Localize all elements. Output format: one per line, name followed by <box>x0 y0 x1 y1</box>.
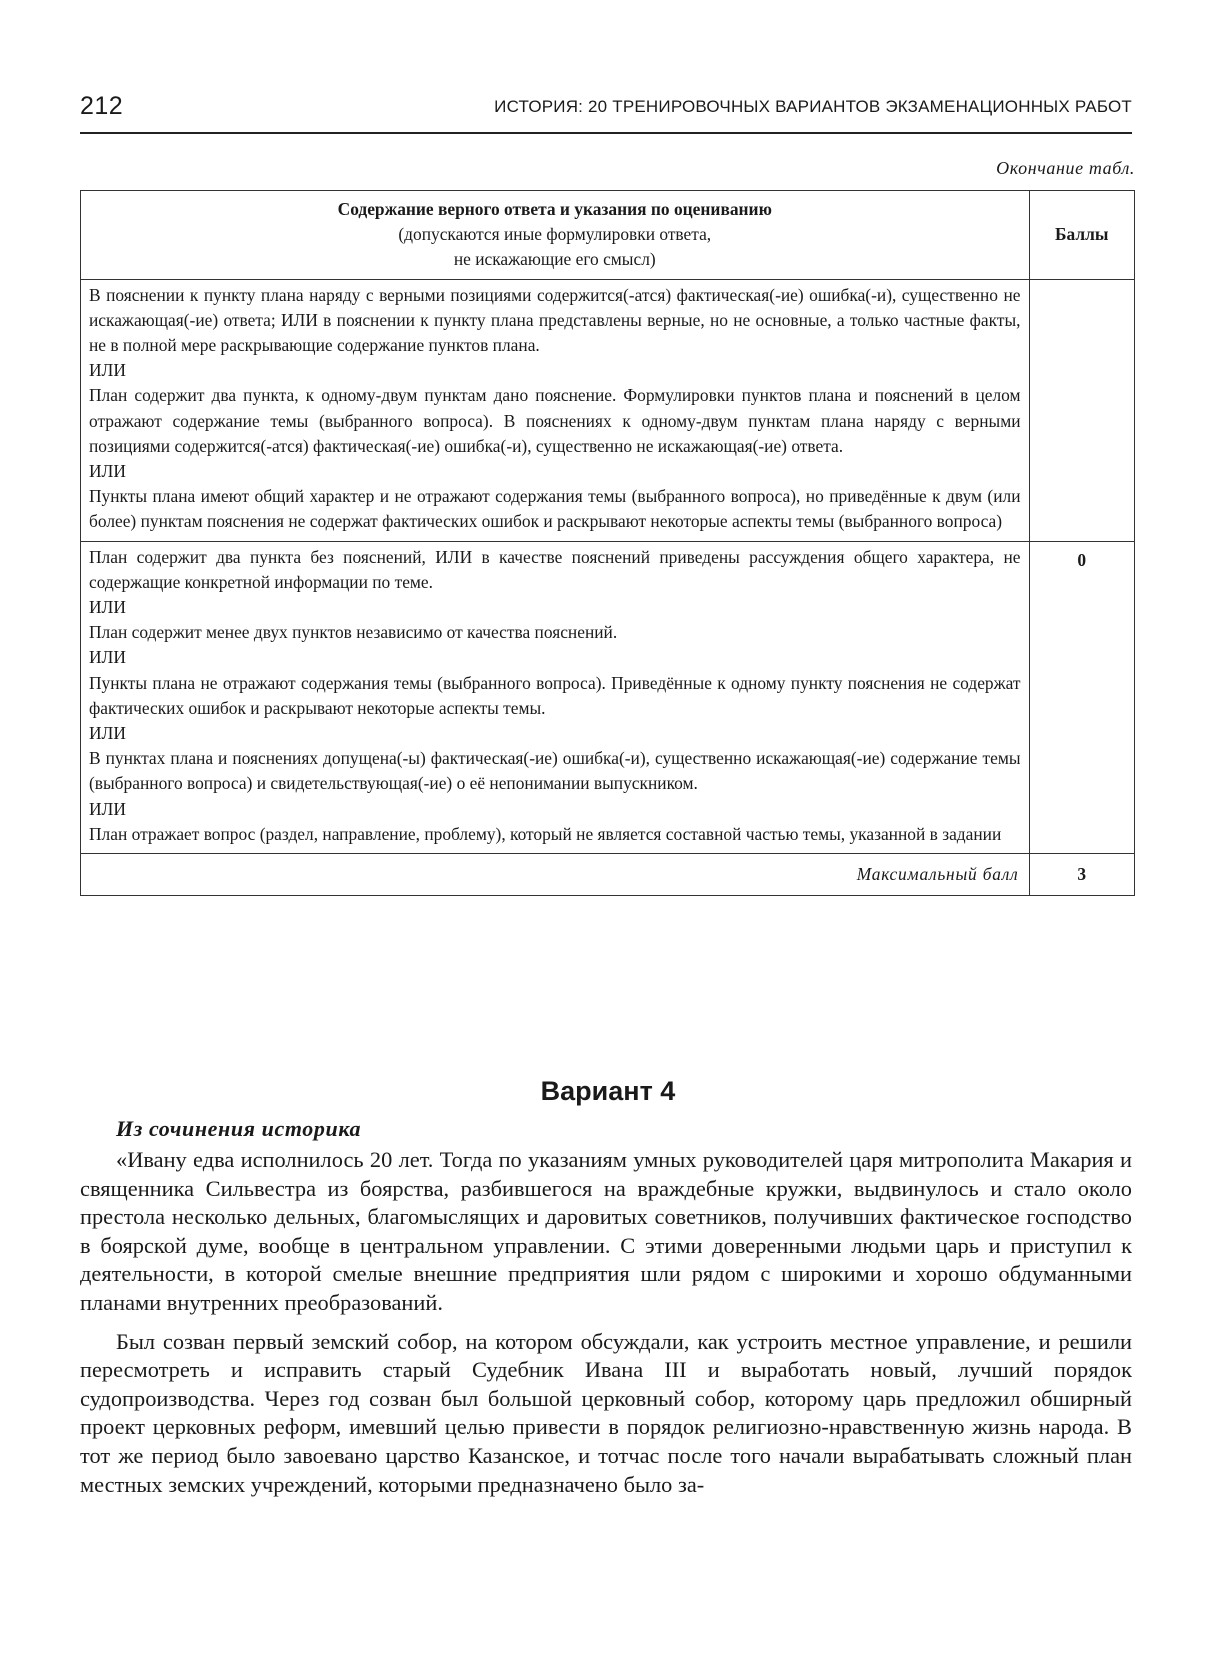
source-heading: Из сочинения историка <box>116 1116 362 1141</box>
max-score-label: Максимальный балл <box>81 854 1030 896</box>
or-separator: ИЛИ <box>89 597 126 618</box>
criteria-text: В пояснении к пункту плана наряду с верными позициями содержится(-атся) фактическая(-ие) ошибка(-и), существенно не искажающая(-ие) ответа; ИЛИ в пояснении к пункту плана представлены верные, но не основные, а только частные факты, не в полной мере раскрывающие содержание пунктов плана. <box>89 284 1021 356</box>
criteria-text: В пунктах плана и пояснениях допущена(-ы) фактическая(-ие) ошибка(-и), существенно искажающая(-ие) содержание темы (выбранного вопроса) и свидетельствующая(-ие) о её непонимании выпускником. <box>89 748 1021 794</box>
or-separator: ИЛИ <box>89 647 126 668</box>
grading-table <box>80 190 1135 896</box>
criteria-column-header <box>81 191 1030 280</box>
criteria-header-line1: Содержание верного ответа и указания по оцениванию <box>337 199 772 219</box>
criteria-text: План отражает вопрос (раздел, направление, проблему), который не является составной частью темы, указанной в задании <box>89 823 1002 844</box>
table-row <box>81 541 1135 853</box>
criteria-cell <box>81 541 1030 853</box>
points-cell <box>1029 279 1134 541</box>
paragraph: Был созван первый земский собор, на котором обсуждали, как устроить местное управление, и решили пересмотреть и исправить старый Судебник Ивана III и выработать новый, лучший порядок судопроизводства. Через год созван был большой церковный собор, которому царь предложил обширный проект церковных реформ, имевший целью привести в порядок религиозно-нравственную жизнь народа. В тот же период было завоевано царство Казанское, и тотчас после того начали вырабатывать сложный план местных земских учреждений, которыми предназначено было за- <box>80 1328 1132 1497</box>
page-number: 212 <box>80 92 124 120</box>
table-header-row <box>81 191 1135 280</box>
criteria-cell <box>81 279 1030 541</box>
criteria-header-line3: не искажающие его смысл) <box>453 249 656 270</box>
max-score-row <box>81 854 1135 896</box>
running-title: ИСТОРИЯ: 20 ТРЕНИРОВОЧНЫХ ВАРИАНТОВ ЭКЗАМЕНАЦИОННЫХ РАБОТ <box>494 97 1132 116</box>
page-header <box>80 92 1132 134</box>
table-continuation-note: Окончание табл. <box>996 158 1135 178</box>
criteria-text: План содержит два пункта, к одному-двум пунктам дано пояснение. Формулировки пунктов плана и пояснений в целом отражают содержание темы (выбранного вопроса). В пояснениях к одному-двум пунктам плана наряду с верными позициями содержится(-атся) фактическая(-ие) ошибка(-и), существенно не искажающая(-ие) ответа. <box>89 385 1021 456</box>
or-separator: ИЛИ <box>89 798 126 819</box>
paragraph: «Ивану едва исполнилось 20 лет. Тогда по указаниям умных руководителей царя митрополита Макария и священника Сильвестра из боярства, разбившегося на враждебные кружки, выдвинулось и стало около престола несколько дельных, благомыслящих и даровитых советников, получивших фактическое господство в боярской думе, вообще в центральном управлении. С этими доверенными людьми царь и приступил к деятельности, в которой смелые внешние предприятия шли рядом с широкими и хорошо обдуманными планами внутренних преобразований. <box>80 1147 1132 1315</box>
or-separator: ИЛИ <box>89 360 126 381</box>
or-separator: ИЛИ <box>89 723 126 744</box>
variant-title: Вариант 4 <box>540 1076 676 1106</box>
criteria-text: План содержит менее двух пунктов независимо от качества пояснений. <box>89 622 618 643</box>
criteria-text: Пункты плана имеют общий характер и не отражают содержания темы (выбранного вопроса), но приведённые к двум (или более) пунктам пояснения не содержат фактических ошибок и раскрывают некоторые аспекты темы (выбранного вопроса) <box>89 486 1021 532</box>
criteria-header-line2: (допускаются иные формулировки ответа, <box>398 224 712 245</box>
max-score-value: 3 <box>1029 854 1134 896</box>
table-row <box>81 279 1135 541</box>
criteria-text: План содержит два пункта без пояснений, ИЛИ в качестве пояснений приведены рассуждения общего характера, не содержащие конкретной информации по теме. <box>89 546 1021 592</box>
points-cell: 0 <box>1029 541 1134 853</box>
criteria-text: Пункты плана не отражают содержания темы (выбранного вопроса). Приведённые к одному пункту пояснения не содержат фактических ошибок и раскрывают некоторые аспекты темы. <box>89 672 1021 718</box>
or-separator: ИЛИ <box>89 461 126 482</box>
points-column-header: Баллы <box>1029 191 1134 280</box>
source-text <box>80 1146 1132 1509</box>
